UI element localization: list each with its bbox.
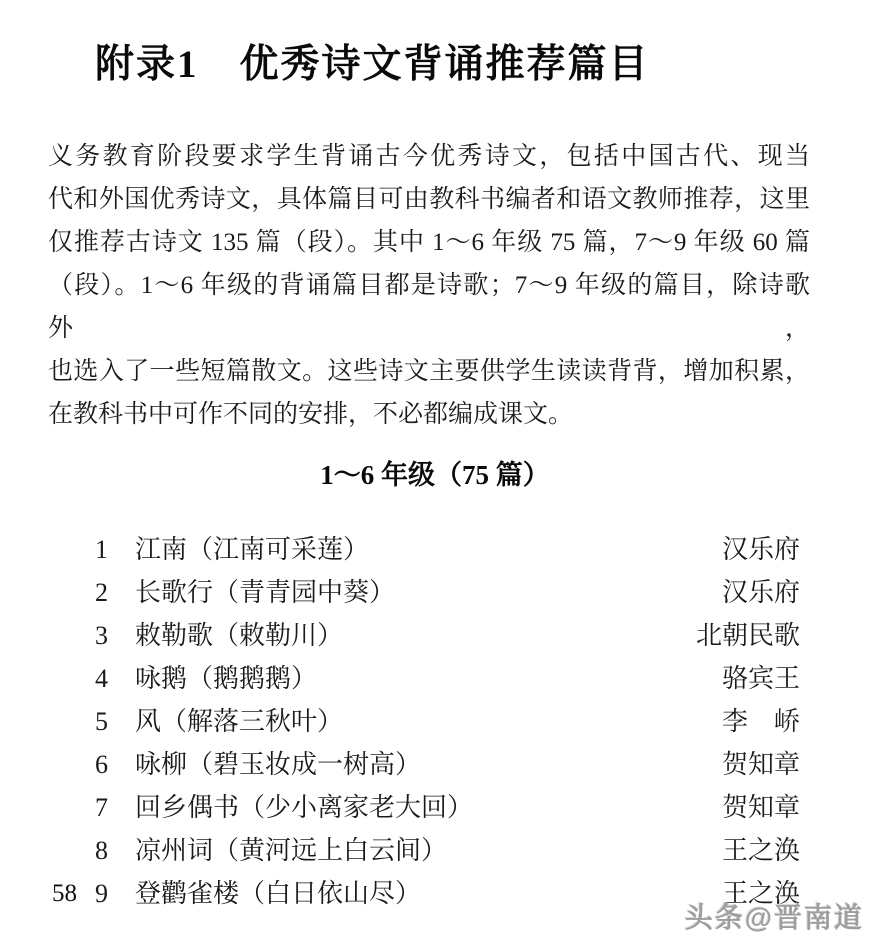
poem-author: 王之涣 [721, 878, 800, 908]
poem-title: 咏鹅（鹅鹅鹅） [135, 663, 318, 693]
poem-title: 风（解落三秋叶） [135, 706, 344, 736]
poem-number: 4 [95, 663, 108, 693]
poem-row [95, 528, 800, 571]
intro-line: （段）。1～6 年级的背诵篇目都是诗歌；7～9 年级的篇目，除诗歌外， [48, 271, 810, 342]
poem-number: 3 [95, 620, 108, 650]
poem-author: 贺知章 [721, 792, 800, 822]
poem-number: 9 [95, 878, 108, 908]
poem-number: 5 [95, 706, 108, 736]
watermark: 头条@晋南道 [684, 902, 864, 933]
poem-number: 8 [95, 835, 108, 865]
grade-section-heading: 1～6 年级（75 篇） [320, 459, 550, 490]
poem-author: 王之涣 [721, 835, 800, 865]
appendix-title: 附录1 优秀诗文背诵推荐篇目 [95, 43, 650, 86]
poem-author: 汉乐府 [721, 577, 800, 607]
poem-number: 2 [95, 577, 108, 607]
poem-row [95, 657, 800, 700]
poem-title: 敕勒歌（敕勒川） [135, 620, 344, 650]
poem-number: 7 [95, 792, 108, 822]
poem-list [95, 528, 800, 915]
poem-row [95, 786, 800, 829]
poem-title: 咏柳（碧玉妆成一树高） [135, 749, 422, 779]
poem-title: 回乡偶书（少小离家老大回） [135, 792, 474, 822]
poem-number: 6 [95, 749, 108, 779]
intro-line: 义务教育阶段要求学生背诵古今优秀诗文，包括中国古代、现当 [48, 142, 810, 170]
poem-title: 登鹳雀楼（白日依山尽） [135, 878, 422, 908]
poem-author: 贺知章 [721, 749, 800, 779]
poem-title: 长歌行（青青园中葵） [135, 577, 396, 607]
intro-paragraph [48, 135, 810, 436]
poem-title: 凉州词（黄河远上白云间） [135, 835, 448, 865]
intro-line: 仅推荐古诗文 135 篇（段）。其中 1～6 年级 75 篇，7～9 年级 60 篇 [48, 228, 810, 256]
page-number: 58 [52, 880, 77, 907]
poem-row [95, 614, 800, 657]
poem-author: 北朝民歌 [695, 620, 800, 650]
poem-author: 骆宾王 [721, 663, 800, 693]
poem-title: 江南（江南可采莲） [135, 534, 370, 564]
poem-row [95, 700, 800, 743]
poem-row [95, 743, 800, 786]
intro-line: 在教科书中可作不同的安排，不必都编成课文。 [48, 400, 574, 428]
intro-line: 代和外国优秀诗文，具体篇目可由教科书编者和语文教师推荐，这里 [48, 185, 810, 213]
intro-line: 也选入了一些短篇散文。这些诗文主要供学生读读背背，增加积累， [48, 357, 810, 385]
poem-number: 1 [95, 534, 108, 564]
poem-author: 李 峤 [721, 706, 800, 736]
poem-author: 汉乐府 [721, 534, 800, 564]
poem-row [95, 571, 800, 614]
poem-row [95, 829, 800, 872]
